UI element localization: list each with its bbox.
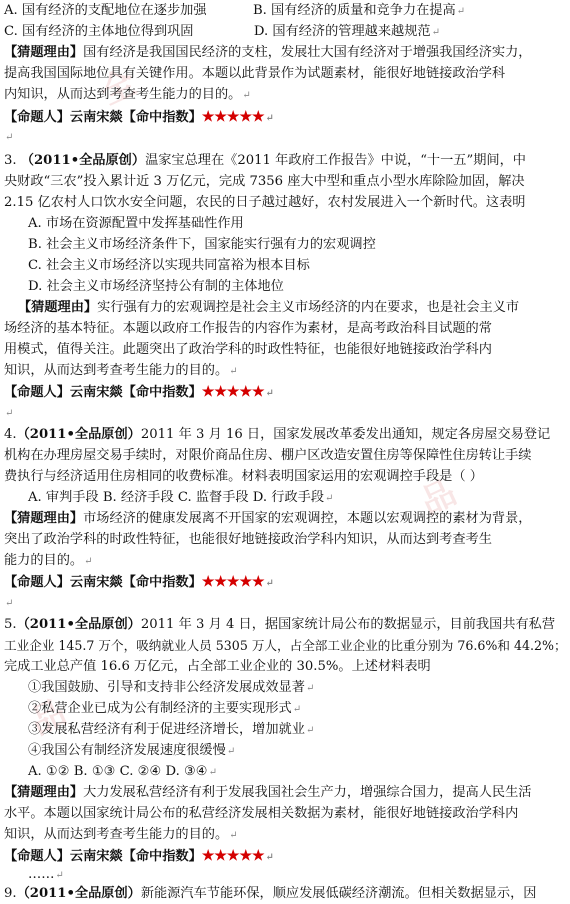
source-tag: （2011•全品原创） xyxy=(16,427,141,442)
ellipsis: ……↵ xyxy=(28,867,64,882)
q3-stem-line: 2.15 亿农村人口饮水安全问题，农民的日子越过越好，农村发展进入一个新时代。这表明 xyxy=(4,195,526,210)
q2-option-a: A. 国有经济的支配地位在逐步加强 xyxy=(4,3,207,18)
q5-item-2: ②私营企业已成为公有制经济的主要实现形式↵ xyxy=(28,701,302,716)
q4-stem-line: 机构在办理房屋交易手续时，对限价商品住房、棚户区改造安置住房等保障性住房转让手续 xyxy=(4,448,532,463)
q2-author: 【命题人】云南宋燚【命中指数】★★★★★↵ xyxy=(4,109,274,125)
source-tag: （2011•全品原创） xyxy=(16,886,141,901)
blank-line: ↵ xyxy=(5,408,14,419)
q4-options: A. 审判手段 B. 经济手段 C. 监督手段 D. 行政手段↵ xyxy=(28,490,334,505)
q5-item-4: ④我国公有制经济发展速度很缓慢↵ xyxy=(28,743,236,758)
q5-stem-line: 工业企业 145.7 万个，吸纳就业人员 5305 万人，占全部工业企业的比重分别为 76.6%和 44.2%； xyxy=(4,638,567,653)
q3-reason-line: 用模式，值得关注。此题突出了政治学科的时政性特征，也能很好地链接政治学科内 xyxy=(4,342,492,357)
q3-stem: 3. （2011•全品原创）温家宝总理在《2011 年政府工作报告》中说，“十一五”期间，中 xyxy=(4,153,526,168)
q3-author: 【命题人】云南宋燚【命中指数】★★★★★↵ xyxy=(4,384,274,400)
watermark: 全 xyxy=(94,62,143,113)
reason-label: 【猜题理由】 xyxy=(18,300,98,315)
reason-label: 【猜题理由】 xyxy=(4,511,84,526)
reason-label: 【猜题理由】 xyxy=(4,785,84,800)
question-number: 4. xyxy=(4,427,17,442)
q5-item-3: ③发展私营经济有利于促进经济增长，增加就业↵ xyxy=(28,722,315,737)
rating-stars: ★★★★★ xyxy=(201,848,265,864)
watermark: 品 xyxy=(24,692,73,743)
rating-stars: ★★★★★ xyxy=(201,574,265,590)
q3-reason-line: 场经济的基本特征。本题以政府工作报告的内容作为素材，是高考政治科目试题的常 xyxy=(4,321,492,336)
q4-reason: 【猜题理由】市场经济的健康发展离不开国家的宏观调控，本题以宏观调控的素材为背景， xyxy=(4,511,532,526)
q5-stem-line: 完成工业总产值 16.6 万亿元，占全部工业企业的 30.5%。上述材料表明 xyxy=(4,659,431,674)
q3-stem-line: 央财政“三农”投入累计近 3 万亿元，完成 7356 座大中型和重点小型水库除险加固，解决 xyxy=(4,174,525,189)
q3-reason: 【猜题理由】实行强有力的宏观调控是社会主义市场经济的内在要求，也是社会主义市 xyxy=(18,300,520,315)
q5-reason-line: 知识，从而达到考查考生能力的目的。↵ xyxy=(4,827,238,842)
q3-option-b: B. 社会主义市场经济条件下，国家能实行强有力的宏观调控 xyxy=(28,237,376,252)
q4-stem-line: 费执行与经济适用住房相同的收费标准。材料表明国家运用的宏观调控手段是（ ） xyxy=(4,469,483,484)
q4-reason-line: 能力的目的。↵ xyxy=(4,553,93,568)
q2-options-row1: A. 国有经济的支配地位在逐步加强 B. 国有经济的质量和竞争力在提高↵ xyxy=(4,3,466,18)
q3-option-c: C. 社会主义市场经济以实现共同富裕为根本目标 xyxy=(28,258,310,273)
source-tag: （2011•全品原创） xyxy=(20,153,146,168)
blank-line: ↵ xyxy=(5,132,14,143)
source-tag: （2011•全品原创） xyxy=(16,617,141,632)
q2-option-d: D. 国有经济的管理越来越规范 xyxy=(253,24,431,39)
q5-stem: 5.（2011•全品原创）2011 年 3 月 4 日，据国家统计局公布的数据显示，目前我国共有私营 xyxy=(4,617,556,632)
q9-stem: 9.（2011•全品原创）新能源汽车节能环保，顺应发展低碳经济潮流。但相关数据显示，因 xyxy=(4,886,537,901)
q5-options: A. ①② B. ①③ C. ②④ D. ③④↵ xyxy=(28,764,218,779)
q2-reason-line: 内知识，从而达到考查考生能力的目的。↵ xyxy=(4,87,251,102)
blank-line: ↵ xyxy=(5,598,14,609)
q5-item-1: ①我国鼓励、引导和支持非公经济发展成效显著↵ xyxy=(28,680,315,695)
q2-reason: 【猜题理由】国有经济是我国国民经济的支柱，发展壮大国有经济对于增强我国经济实力， xyxy=(4,45,532,60)
q2-option-b: B. 国有经济的质量和竞争力在提高 xyxy=(252,3,456,18)
watermark: 品 xyxy=(414,472,463,523)
question-number: 3. xyxy=(4,153,17,168)
rating-stars: ★★★★★ xyxy=(201,384,265,400)
q2-option-c: C. 国有经济的主体地位得到巩固 xyxy=(4,24,194,39)
question-number: 9. xyxy=(4,886,17,901)
q4-reason-line: 突出了政治学科的时政性特征，也能很好地链接政治学科内知识，从而达到考查考生 xyxy=(4,532,492,547)
q3-option-a: A. 市场在资源配置中发挥基础性作用 xyxy=(28,216,244,231)
q2-reason-line: 提高我国国际地位具有关键作用。本题以此背景作为试题素材，能很好地链接政治学科 xyxy=(4,66,506,81)
q5-reason-line: 水平。本题以国家统计局公布的私营经济发展相关数据为素材，能很好地链接政治学科内 xyxy=(4,806,519,821)
q5-reason: 【猜题理由】大力发展私营经济有利于发展我国社会生产力，增强综合国力，提高人民生活 xyxy=(4,785,532,800)
q4-stem: 4.（2011•全品原创）2011 年 3 月 16 日，国家发展改革委发出通知，规定各房屋交易登记 xyxy=(4,427,551,442)
q3-option-d: D. 社会主义市场经济坚持公有制的主体地位 xyxy=(28,279,284,294)
q5-author: 【命题人】云南宋燚【命中指数】★★★★★↵ xyxy=(4,848,274,864)
q4-author: 【命题人】云南宋燚【命中指数】★★★★★↵ xyxy=(4,574,274,590)
reason-label: 【猜题理由】 xyxy=(4,45,84,60)
q3-reason-line: 知识，从而达到考查考生能力的目的。↵ xyxy=(4,363,238,378)
question-number: 5. xyxy=(4,617,17,632)
q2-options-row2: C. 国有经济的主体地位得到巩固 D. 国有经济的管理越来越规范↵ xyxy=(4,24,440,39)
rating-stars: ★★★★★ xyxy=(201,109,265,125)
